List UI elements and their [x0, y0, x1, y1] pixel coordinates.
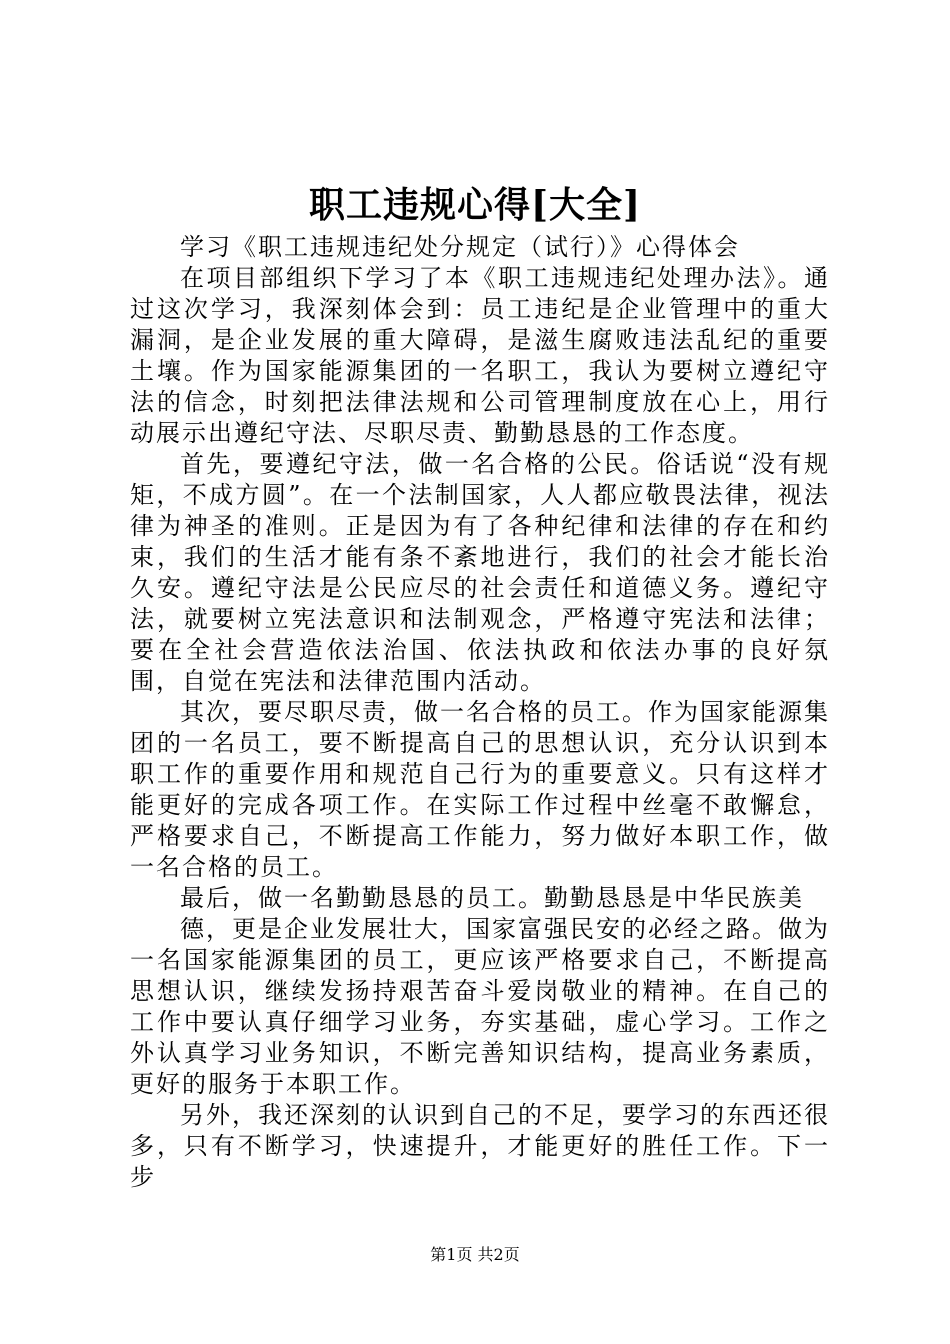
body-paragraph: 在项目部组织下学习了本《职工违规违纪处理办法》。通过这次学习，我深刻体会到：员工违纪是企业管理中的重大漏洞，是企业发展的重大障碍，是滋生腐败违法乱纪的重要土壤。作为国家能源集团的一名职工，我认为要树立遵纪守法的信念，时刻把法律法规和公司管理制度放在心上，用行动展示出遵纪守法、尽职尽责、勤勤恳恳的工作态度。	[130, 264, 830, 447]
body-paragraph: 最后，做一名勤勤恳恳的员工。勤勤恳恳是中华民族美	[180, 884, 804, 912]
page-footer: 第1页 共2页	[430, 1245, 520, 1264]
page-title: 职工违规心得[大全]	[308, 184, 642, 226]
body-paragraph: 首先，要遵纪守法，做一名合格的公民。俗话说“没有规矩，不成方圆”。在一个法制国家，人人都应敬畏法律，视法律为神圣的准则。正是因为有了各种纪律和法律的存在和约束，我们的生活才能有条不紊地进行，我们的社会才能长治久安。遵纪守法是公民应尽的社会责任和道德义务。遵纪守法，就要树立宪法意识和法制观念，严格遵守宪法和法律；要在全社会营造依法治国、依法执政和依法办事的良好氛围，自觉在宪法和法律范围内活动。	[130, 450, 830, 695]
body-paragraph: 其次，要尽职尽责，做一名合格的员工。作为国家能源集团的一名员工，要不断提高自己的思想认识，充分认识到本职工作的重要作用和规范自己行为的重要意义。只有这样才能更好的完成各项工作。在实际工作过程中丝毫不敢懈怠，严格要求自己，不断提高工作能力，努力做好本职工作，做一名合格的员工。	[130, 698, 830, 881]
subtitle-paragraph: 学习《职工违规违纪处分规定（试行）》心得体会	[180, 233, 740, 261]
body-paragraph: 另外，我还深刻的认识到自己的不足，要学习的东西还很多，只有不断学习，快速提升，才能更好的胜任工作。下一步	[130, 1101, 830, 1191]
body-paragraph: 德，更是企业发展壮大，国家富强民安的必经之路。做为一名国家能源集团的员工，更应该严格要求自己，不断提高思想认识，继续发扬持艰苦奋斗爱岗敬业的精神。在自己的工作中要认真仔细学习业务，夯实基础，虚心学习。工作之外认真学习业务知识，不断完善知识结构，提高业务素质，更好的服务于本职工作。	[130, 915, 830, 1098]
document-body	[130, 232, 830, 1193]
